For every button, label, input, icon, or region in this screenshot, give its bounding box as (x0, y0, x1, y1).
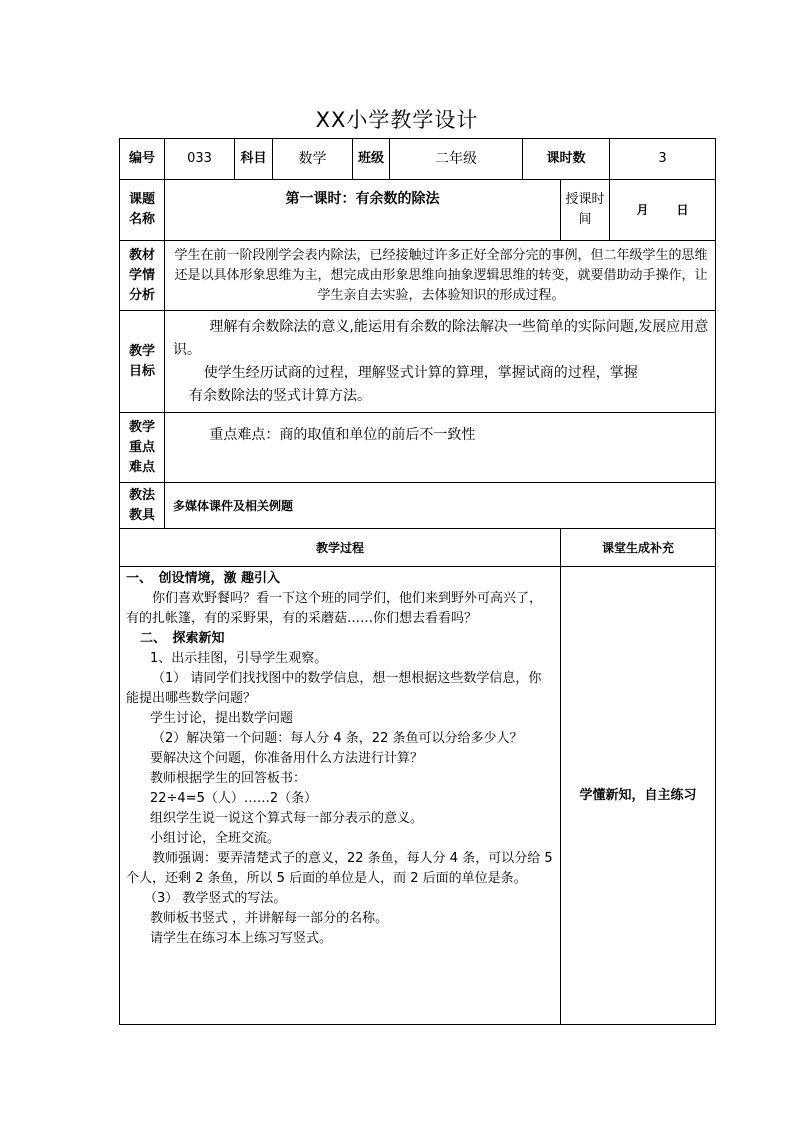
number-value: 033 (165, 139, 235, 180)
class-label: 班级 (353, 139, 390, 180)
time-value (610, 180, 716, 241)
process-line-9: 小组讨论，全班交流。 (150, 831, 281, 846)
goals-paragraph-1: 理解有余数除法的意义,能运用有余数的除法解决一些简单的实际问题,发展应用意识。 (173, 318, 709, 358)
process-header-left: 教学过程 (120, 529, 561, 567)
topic-row (120, 180, 716, 241)
goals-paragraph-2b: 有余数除法的竖式计算方法。 (189, 387, 371, 404)
lesson-plan-table (119, 138, 716, 1025)
hours-value: 3 (610, 139, 716, 180)
header-row (120, 139, 716, 180)
analysis-label (120, 241, 165, 311)
tools-label-line2: 教具 (128, 507, 155, 523)
goals-paragraph-2a: 使学生经历试商的过程，理解竖式计算的算理，掌握试商的过程，掌握 (203, 364, 638, 381)
goals-label-line1: 教学 (128, 343, 155, 359)
analysis-label-line2: 学情 (128, 267, 155, 283)
goals-label-line2: 目标 (128, 363, 155, 379)
key-label-line2: 重点 (128, 439, 155, 455)
process-line-8: 组织学生说一说这个算式每一部分表示的意义。 (150, 811, 424, 826)
goals-row (120, 311, 716, 413)
tools-text: 多媒体课件及相关例题 (165, 483, 716, 529)
key-label-line3: 难点 (128, 459, 155, 475)
topic-value: 第一课时：有余数的除法 (165, 180, 561, 241)
tools-label (120, 483, 165, 529)
analysis-text: 学生在前一阶段刚学会表内除法，已经接触过许多正好全部分完的事例，但二年级学生的思维还是以具体形象思维为主，想完成由形象思维向抽象逻辑思维的转变，就要借助动手操作，让学生亲自去实验，去体验知识的形成过程。 (165, 241, 716, 311)
day-label: 日 (676, 203, 689, 217)
topic-label-line1: 课题 (128, 192, 155, 207)
key-row (120, 413, 716, 483)
process-header-row (120, 529, 716, 567)
process-line-13: 请学生在练习本上练习写竖式。 (150, 931, 333, 946)
analysis-label-line1: 教材 (128, 247, 155, 263)
time-label: 授课时间 (561, 180, 610, 241)
page-title: XX小学教学设计 (315, 108, 479, 132)
process-content (120, 567, 561, 1025)
key-label-line1: 教学 (128, 419, 155, 435)
topic-label-line2: 名称 (128, 212, 155, 227)
process-line-7: 22÷4=5（人）……2（条） (150, 791, 318, 806)
process-line-4: （2）解决第一个问题：每人分 4 条，22 条鱼可以分给多少人？ (152, 731, 523, 746)
class-value: 二年级 (390, 139, 523, 180)
key-text (165, 413, 716, 483)
process-line-6: 教师根据学生的回答板书： (150, 771, 307, 786)
process-right-note: 学懂新知，自主练习 (561, 567, 716, 1025)
tools-row (120, 483, 716, 529)
process-line-5: 要解决这个问题，你准备用什么方法进行计算？ (150, 751, 424, 766)
tools-label-line1: 教法 (128, 487, 155, 503)
key-paragraph: 重点难点：商的取值和单位的前后不一致性 (209, 427, 476, 443)
section-1-heading: 一、 创设情境，激 趣引入 (126, 571, 281, 586)
goals-label (120, 311, 165, 413)
process-line-3: 学生讨论，提出数学问题 (150, 711, 294, 726)
month-label: 月 (636, 203, 649, 217)
process-row (120, 567, 716, 1025)
process-line-10: 教师强调：要弄清楚式子的意义，22 条鱼，每人分 4 条，可以分给 5 个人，还剩 2 条鱼，所以 5 后面的单位是人，而 2 后面的单位是条。 (126, 851, 553, 886)
subject-value: 数学 (273, 139, 353, 180)
key-label (120, 413, 165, 483)
section-2-heading: 二、 探索新知 (140, 631, 225, 646)
section-1-paragraph: 你们喜欢野餐吗？看一下这个班的同学们，他们来到野外可高兴了，有的扎帐篷，有的采野果，有的采蘑菇……你们想去看看吗？ (126, 591, 543, 626)
analysis-label-line3: 分析 (128, 287, 155, 303)
topic-label (120, 180, 165, 241)
process-line-1: 1、出示挂图，引导学生观察。 (150, 651, 328, 666)
process-header-right: 课堂生成补充 (561, 529, 716, 567)
subject-label: 科目 (235, 139, 273, 180)
process-line-2: （1） 请同学们找找图中的数学信息，想一想根据这些数学信息，你能提出哪些数学问题？ (126, 671, 542, 706)
hours-label: 课时数 (523, 139, 610, 180)
goals-text (165, 311, 716, 413)
number-label: 编号 (120, 139, 165, 180)
process-line-11: （3） 教学竖式的写法。 (144, 891, 287, 906)
analysis-row (120, 241, 716, 311)
process-line-12: 教师板书竖式 ，并讲解每一部分的名称。 (150, 911, 389, 926)
